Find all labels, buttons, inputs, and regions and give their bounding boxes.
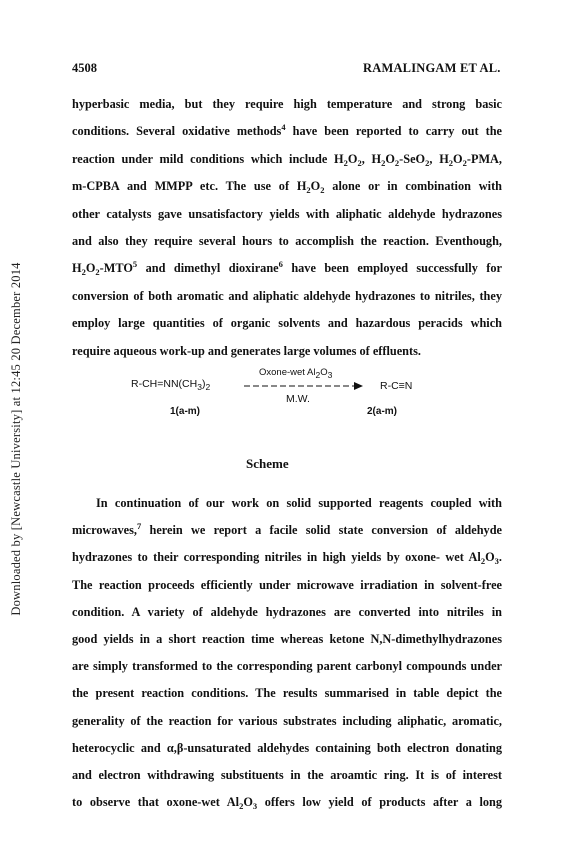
scheme-caption: Scheme xyxy=(246,456,289,471)
reagent-label: Oxone-wet $Al_2O_3$ xyxy=(259,367,333,380)
text-line: conditions. Several oxidative methods$^4$ have been reported to carry out the xyxy=(72,122,502,139)
text-line: reaction under mild conditions which include $H_2O_2$, $H_2O_2-SeO_2$, $H_2O_2$-PMA, xyxy=(72,151,503,168)
text-line: hydrazones to their corresponding nitriles in high yields by oxone- wet $Al_2O_3$. xyxy=(72,550,502,567)
text-line: good yields in a short reaction time whereas ketone N,N-dimethylhydrazones xyxy=(72,632,502,646)
page-number: 4508 xyxy=(72,61,97,75)
text-line: microwaves,$^7$ herein we report a facile solid state conversion of aldehyde xyxy=(72,521,502,538)
text-line: $H_2O_2-MTO^5$ and dimethyl dioxirane$^6$ have been employed successfully for xyxy=(72,259,502,278)
running-title: RAMALINGAM ET AL. xyxy=(363,61,501,75)
text-line: generality of the reaction for various substrates including aliphatic, aromatic, xyxy=(72,713,502,728)
download-stamp: Downloaded by [Newcastle University] at 12:45 20 December 2014 xyxy=(9,262,23,616)
text-line: heterocyclic and α,β-unsaturated aldehydes containing both electron donating xyxy=(72,740,502,755)
text-line: employ large quantities of organic solvents and hazardous peracids which xyxy=(72,316,502,331)
text-line: hyperbasic media, but they require high temperature and strong basic xyxy=(72,97,502,111)
product-formula: R-C≡N xyxy=(380,380,413,392)
reaction-arrow xyxy=(242,381,364,391)
condition-label: M.W. xyxy=(286,393,310,405)
reactant-label: 1(a-m) xyxy=(170,406,201,417)
reactant-formula: $R-CH=NN(CH_3)_2$ xyxy=(131,378,211,392)
text-line: are simply transformed to the corresponding parent carbonyl compounds under xyxy=(72,659,502,674)
text-line: require aqueous work-up and generates large volumes of effluents. xyxy=(72,343,421,358)
text-line: the present reaction conditions. The results summarised in table depict the xyxy=(72,686,502,701)
text-line: and electron withdrawing substituents in the aroamtic ring. It is of interest xyxy=(72,768,502,782)
text-line: and also they require several hours to accomplish the reaction. Eventhough, xyxy=(72,234,502,248)
text-line: condition. A variety of aldehyde hydrazones are converted into nitriles in xyxy=(72,604,502,619)
product-label: 2(a-m) xyxy=(367,406,398,417)
text-line: conversion of both aromatic and aliphatic aldehyde hydrazones to nitriles, they xyxy=(72,288,502,303)
text-line: to observe that oxone-wet $Al_2O_3$ offers low yield of products after a long xyxy=(72,795,503,812)
text-line: other catalysts gave unsatisfactory yields with aliphatic aldehyde hydrazones xyxy=(72,206,502,221)
text-line: m-CPBA and MMPP etc. The use of $H_2O_2$ alone or in combination with xyxy=(72,179,503,196)
text-line: In continuation of our work on solid supported reagents coupled with xyxy=(96,496,502,510)
text-line: The reaction proceeds efficiently under microwave irradiation in solvent-free xyxy=(72,577,502,592)
